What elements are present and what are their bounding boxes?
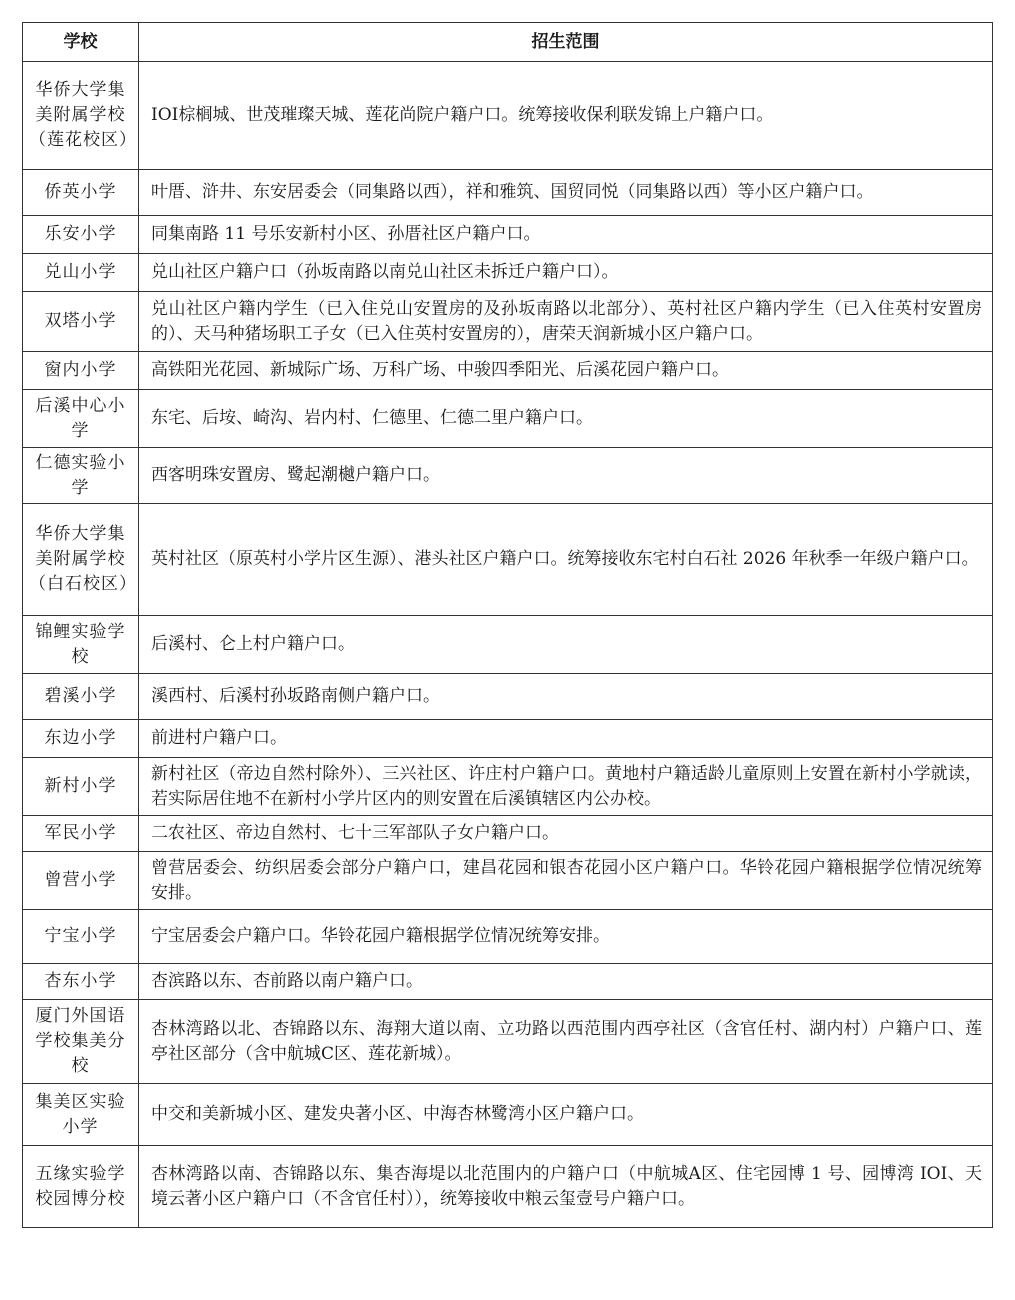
enrollment-scope: 叶厝、浒井、东安居委会（同集路以西），祥和雅筑、国贸同悦（同集路以西）等小区户籍户口。 xyxy=(139,170,993,216)
enrollment-scope: 西客明珠安置房、鹭起潮樾户籍户口。 xyxy=(139,448,993,504)
school-name: 后溪中心小学 xyxy=(23,390,139,448)
table-row xyxy=(23,216,993,254)
enrollment-scope: IOI棕榈城、世茂璀璨天城、莲花尚院户籍户口。统筹接收保利联发锦上户籍户口。 xyxy=(139,62,993,170)
enrollment-scope: 后溪村、仑上村户籍户口。 xyxy=(139,616,993,674)
table-row xyxy=(23,352,993,390)
enrollment-scope: 杏林湾路以北、杏锦路以东、海翔大道以南、立功路以西范围内西亭社区（含官任村、湖内村）户籍户口、莲亭社区部分（含中航城C区、莲花新城）。 xyxy=(139,1000,993,1084)
enrollment-table-sheet xyxy=(22,22,992,1228)
enrollment-scope: 兑山社区户籍户口（孙坂南路以南兑山社区未拆迁户籍户口）。 xyxy=(139,254,993,292)
school-name: 集美区实验小学 xyxy=(23,1084,139,1146)
enrollment-scope: 曾营居委会、纺织居委会部分户籍户口，建昌花园和银杏花园小区户籍户口。华铃花园户籍根据学位情况统筹安排。 xyxy=(139,852,993,910)
school-name: 侨英小学 xyxy=(23,170,139,216)
enrollment-scope: 兑山社区户籍内学生（已入住兑山安置房的及孙坂南路以北部分）、英村社区户籍内学生（已入住英村安置房的）、天马种猪场职工子女（已入住英村安置房的），唐荣天润新城小区户籍户口。 xyxy=(139,292,993,352)
table-row xyxy=(23,1084,993,1146)
table-row xyxy=(23,758,993,816)
school-name: 双塔小学 xyxy=(23,292,139,352)
table-row xyxy=(23,390,993,448)
school-name: 仁德实验小学 xyxy=(23,448,139,504)
school-name: 窗内小学 xyxy=(23,352,139,390)
enrollment-scope: 中交和美新城小区、建发央著小区、中海杏林鹭湾小区户籍户口。 xyxy=(139,1084,993,1146)
school-name: 厦门外国语学校集美分校 xyxy=(23,1000,139,1084)
enrollment-scope: 杏林湾路以南、杏锦路以东、集杏海堤以北范围内的户籍户口（中航城A区、住宅园博 1 号、园博湾 IOI、天境云著小区户籍户口（不含官任村）），统筹接收中粮云玺壹号户籍户口。 xyxy=(139,1146,993,1228)
enrollment-scope: 英村社区（原英村小学片区生源）、港头社区户籍户口。统筹接收东宅村白石社 2026 年秋季一年级户籍户口。 xyxy=(139,504,993,616)
school-name: 新村小学 xyxy=(23,758,139,816)
enrollment-scope: 溪西村、后溪村孙坂路南侧户籍户口。 xyxy=(139,674,993,720)
table-row xyxy=(23,1000,993,1084)
school-name: 华侨大学集美附属学校（莲花校区） xyxy=(23,62,139,170)
table-row xyxy=(23,504,993,616)
table-row xyxy=(23,448,993,504)
enrollment-scope: 高铁阳光花园、新城际广场、万科广场、中骏四季阳光、后溪花园户籍户口。 xyxy=(139,352,993,390)
table-row xyxy=(23,910,993,964)
header-row xyxy=(23,23,993,62)
school-name: 乐安小学 xyxy=(23,216,139,254)
table-row xyxy=(23,292,993,352)
school-name: 宁宝小学 xyxy=(23,910,139,964)
table-row xyxy=(23,616,993,674)
table-row xyxy=(23,254,993,292)
table-row xyxy=(23,62,993,170)
enrollment-scope: 东宅、后垵、崎沟、岩内村、仁德里、仁德二里户籍户口。 xyxy=(139,390,993,448)
table-row xyxy=(23,964,993,1000)
header-school: 学校 xyxy=(23,23,139,62)
header-scope: 招生范围 xyxy=(139,23,993,62)
enrollment-table xyxy=(22,22,993,1228)
enrollment-scope: 新村社区（帝边自然村除外）、三兴社区、许庄村户籍户口。黄地村户籍适龄儿童原则上安置在新村小学就读，若实际居住地不在新村小学片区内的则安置在后溪镇辖区内公办校。 xyxy=(139,758,993,816)
school-name: 五缘实验学校园博分校 xyxy=(23,1146,139,1228)
table-row xyxy=(23,852,993,910)
table-row xyxy=(23,720,993,758)
school-name: 东边小学 xyxy=(23,720,139,758)
table-row xyxy=(23,170,993,216)
school-name: 碧溪小学 xyxy=(23,674,139,720)
enrollment-scope: 前进村户籍户口。 xyxy=(139,720,993,758)
school-name: 锦鲤实验学校 xyxy=(23,616,139,674)
school-name: 华侨大学集美附属学校（白石校区） xyxy=(23,504,139,616)
table-row xyxy=(23,816,993,852)
school-name: 军民小学 xyxy=(23,816,139,852)
enrollment-scope: 二农社区、帝边自然村、七十三军部队子女户籍户口。 xyxy=(139,816,993,852)
table-row xyxy=(23,674,993,720)
school-name: 杏东小学 xyxy=(23,964,139,1000)
school-name: 兑山小学 xyxy=(23,254,139,292)
enrollment-scope: 宁宝居委会户籍户口。华铃花园户籍根据学位情况统筹安排。 xyxy=(139,910,993,964)
school-name: 曾营小学 xyxy=(23,852,139,910)
enrollment-scope: 杏滨路以东、杏前路以南户籍户口。 xyxy=(139,964,993,1000)
table-row xyxy=(23,1146,993,1228)
enrollment-scope: 同集南路 11 号乐安新村小区、孙厝社区户籍户口。 xyxy=(139,216,993,254)
